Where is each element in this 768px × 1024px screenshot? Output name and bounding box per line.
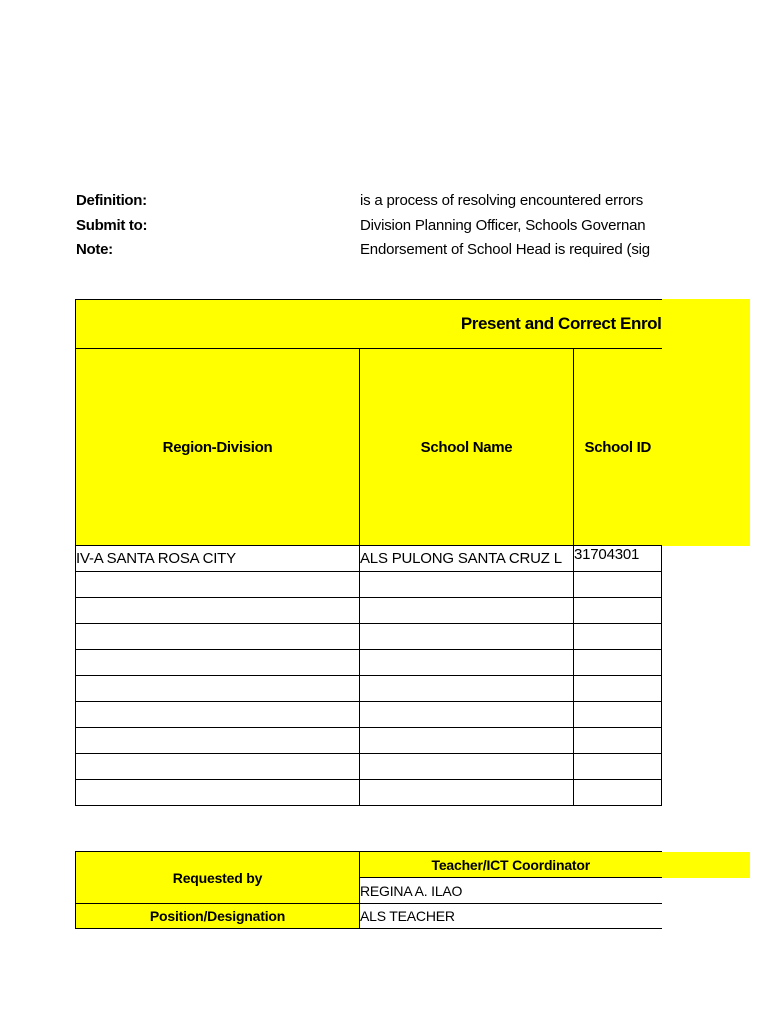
cell-region-division[interactable] (76, 624, 360, 650)
submit-to-value: Division Planning Officer, Schools Governan (360, 217, 646, 234)
table-row (76, 676, 662, 702)
requested-by-label: Requested by (76, 852, 360, 904)
cell-school-id[interactable] (574, 780, 662, 806)
cell-school-id[interactable] (574, 572, 662, 598)
cell-region-division[interactable] (76, 676, 360, 702)
table-row (76, 754, 662, 780)
requester-name[interactable]: REGINA A. ILAO (360, 878, 662, 904)
cell-school-name[interactable] (360, 728, 574, 754)
cell-school-name[interactable] (360, 676, 574, 702)
header-highlight-extension (661, 299, 750, 546)
cell-school-id[interactable] (574, 598, 662, 624)
cell-school-id[interactable] (574, 624, 662, 650)
definition-label: Definition: (76, 192, 147, 209)
cell-school-name[interactable]: ALS PULONG SANTA CRUZ L (360, 546, 574, 572)
cell-region-division[interactable]: IV-A SANTA ROSA CITY (76, 546, 360, 572)
cell-region-division[interactable] (76, 650, 360, 676)
cell-school-name[interactable] (360, 598, 574, 624)
table-row (76, 702, 662, 728)
definition-value: is a process of resolving encountered errors (360, 192, 644, 209)
cell-school-name[interactable] (360, 650, 574, 676)
cell-school-name[interactable] (360, 754, 574, 780)
cell-region-division[interactable] (76, 702, 360, 728)
table-row (76, 728, 662, 754)
cell-school-name[interactable] (360, 624, 574, 650)
cell-school-id[interactable] (574, 754, 662, 780)
cell-school-name[interactable] (360, 572, 574, 598)
cell-school-id[interactable] (574, 650, 662, 676)
position-value[interactable]: ALS TEACHER (360, 904, 662, 929)
cell-school-name[interactable] (360, 780, 574, 806)
cell-school-id[interactable]: 31704301 (574, 546, 662, 572)
table-title: Present and Correct Enrol (76, 300, 662, 349)
note-label: Note: (76, 241, 113, 258)
header-school-name: School Name (360, 349, 574, 546)
cell-school-name[interactable] (360, 702, 574, 728)
role-highlight-extension (661, 852, 750, 878)
table-row (76, 572, 662, 598)
submit-to-label: Submit to: (76, 217, 148, 234)
cell-school-id[interactable] (574, 728, 662, 754)
header-region-division: Region-Division (76, 349, 360, 546)
cell-region-division[interactable] (76, 572, 360, 598)
cell-region-division[interactable] (76, 754, 360, 780)
cell-school-id[interactable] (574, 676, 662, 702)
request-table (75, 851, 662, 929)
table-row (76, 624, 662, 650)
cell-region-division[interactable] (76, 780, 360, 806)
table-row (76, 546, 662, 572)
note-value: Endorsement of School Head is required (sig (360, 241, 650, 258)
cell-region-division[interactable] (76, 598, 360, 624)
table-row (76, 598, 662, 624)
enrollment-table (75, 299, 662, 806)
table-row (76, 650, 662, 676)
position-label: Position/Designation (76, 904, 360, 929)
cell-region-division[interactable] (76, 728, 360, 754)
header-school-id: School ID (574, 349, 662, 546)
table-row (76, 780, 662, 806)
info-values (360, 192, 661, 272)
cell-school-id[interactable] (574, 702, 662, 728)
role-header: Teacher/ICT Coordinator (360, 852, 662, 878)
